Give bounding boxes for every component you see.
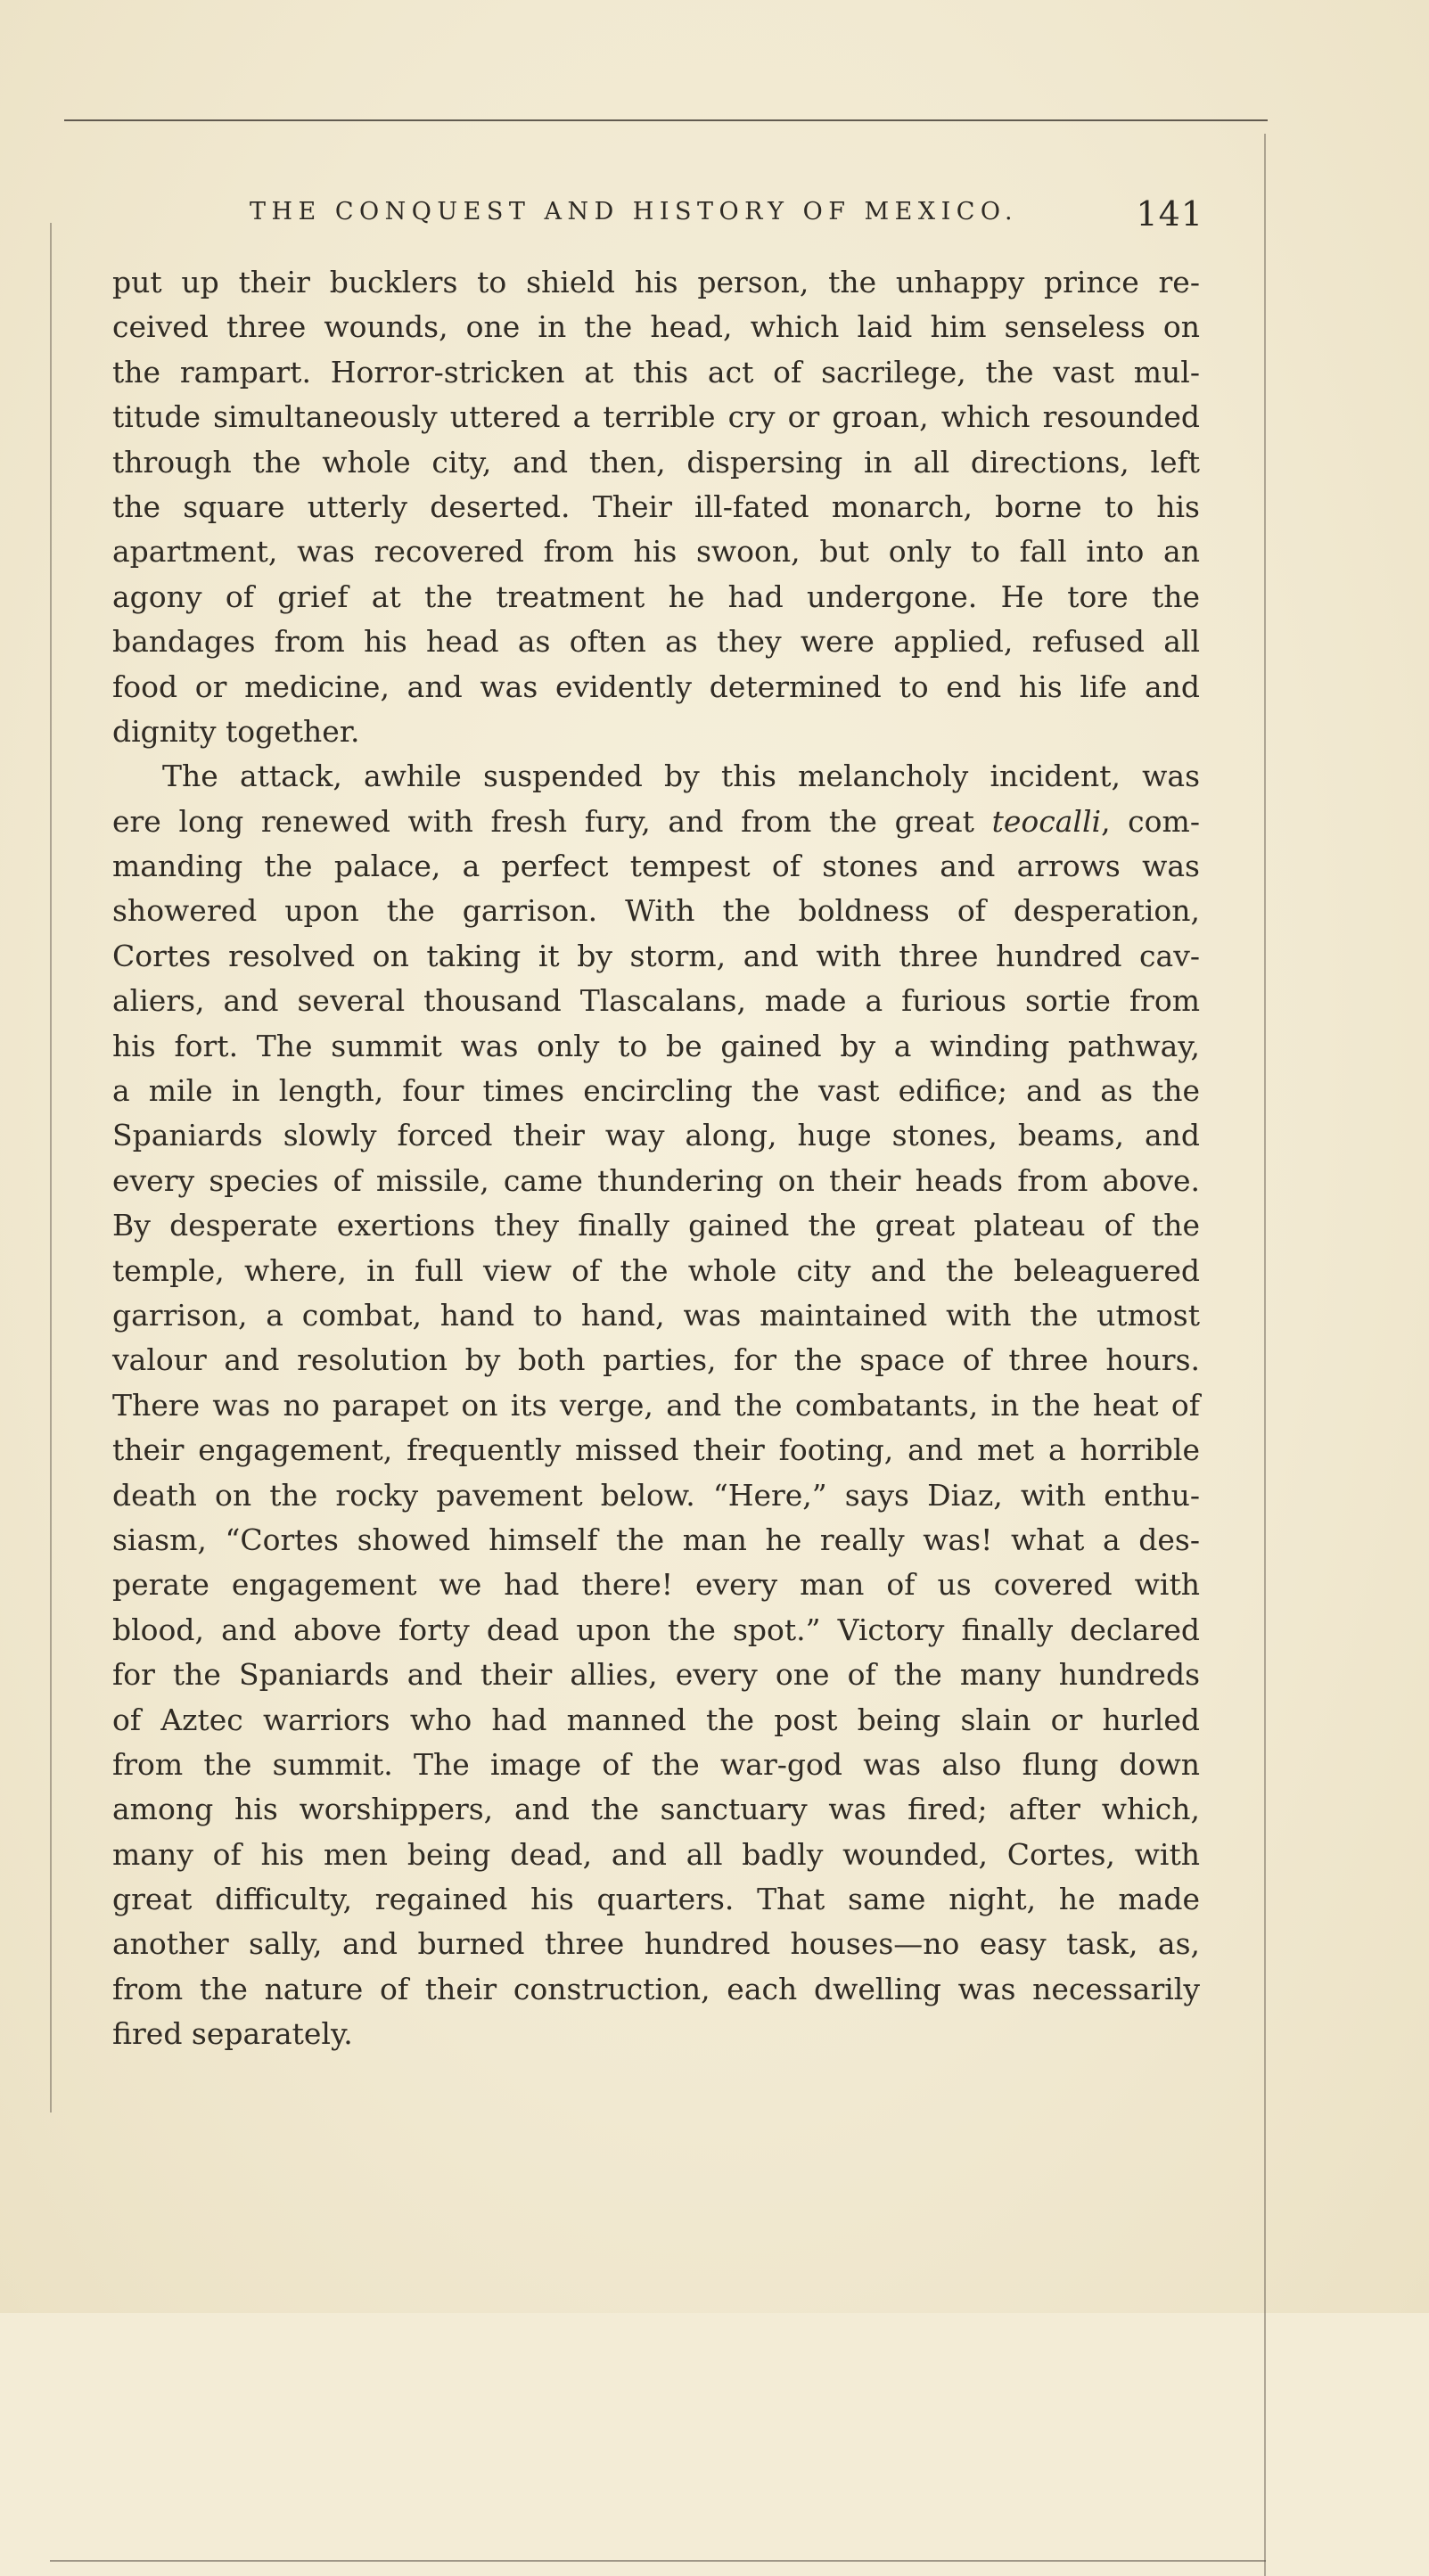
text-line: siasm, “Cortes showed himself the man he really was! what a des- (112, 1522, 1200, 1557)
text-line: agony of grief at the treatment he had undergone. He tore the (112, 578, 1200, 614)
text-line: great difficulty, regained his quarters. That same night, he made (112, 1882, 1200, 1917)
text-line-with-italic (112, 800, 1200, 844)
body-text (112, 260, 1200, 2057)
text-line: every species of missile, came thundering on their heads from above. (112, 1162, 1200, 1198)
text-line: among his worshippers, and the sanctuary was fired; after which, (112, 1792, 1200, 1827)
text-line: titude simultaneously uttered a terrible cry or groan, which resounded (112, 399, 1200, 435)
left-border-rule (50, 223, 52, 2112)
text-line: food or medicine, and was evidently determined to end his life and (112, 669, 1200, 704)
top-border-rule (64, 119, 1268, 121)
page-header (250, 194, 1203, 248)
text-line: apartment, was recovered from his swoon, but only to fall into an (112, 534, 1200, 570)
text-line: There was no parapet on its verge, and the combatants, in the heat of (112, 1387, 1200, 1423)
text-line: Cortes resolved on taking it by storm, and with three hundred cav- (112, 938, 1200, 973)
text-line: death on the rocky pavement below. “Here,” says Diaz, with enthu- (112, 1477, 1200, 1513)
text-line: from the summit. The image of the war-god was also flung down (112, 1746, 1200, 1782)
text-line: a mile in length, four times encircling the vast edifice; and as the (112, 1073, 1200, 1109)
text-segment: , com- (1101, 803, 1200, 839)
text-line: from the nature of their construction, each dwelling was necessarily (112, 1971, 1200, 2006)
text-line: temple, where, in full view of the whole city and the beleaguered (112, 1252, 1200, 1288)
bottom-border-rule (50, 2560, 1266, 2562)
text-line: garrison, a combat, hand to hand, was maintained with the utmost (112, 1297, 1200, 1333)
text-line: the rampart. Horror-stricken at this act of sacrilege, the vast mul- (112, 354, 1200, 390)
text-line: his fort. The summit was only to be gained by a winding pathway, (112, 1028, 1200, 1063)
text-line: aliers, and several thousand Tlascalans, made a furious sortie from (112, 983, 1200, 1019)
text-line: By desperate exertions they finally gained the great plateau of the (112, 1208, 1200, 1243)
text-line: bandages from his head as often as they were applied, refused all (112, 624, 1200, 660)
text-line: fired separately. (112, 2016, 353, 2052)
text-line: their engagement, frequently missed their footing, and met a horrible (112, 1432, 1200, 1468)
text-line: another sally, and burned three hundred houses—no easy task, as, (112, 1926, 1200, 1962)
text-line: for the Spaniards and their allies, every one of the many hundreds (112, 1657, 1200, 1693)
running-head: THE CONQUEST AND HISTORY OF MEXICO. (250, 198, 1019, 226)
text-line: many of his men being dead, and all badly wounded, Cortes, with (112, 1836, 1200, 1872)
right-border-rule (1264, 134, 1266, 2576)
text-line: The attack, awhile suspended by this melancholy incident, was (162, 759, 1200, 794)
text-line: ceived three wounds, one in the head, which laid him senseless on (112, 309, 1200, 345)
text-line: showered upon the garrison. With the boldness of desperation, (112, 893, 1200, 929)
text-line: blood, and above forty dead upon the spot.” Victory finally declared (112, 1612, 1200, 1647)
text-line: the square utterly deserted. Their ill-fated monarch, borne to his (112, 488, 1200, 524)
italic-term: teocalli (991, 803, 1102, 839)
text-segment: ere long renewed with fresh fury, and from the great (112, 803, 992, 839)
text-line: manding the palace, a perfect tempest of stones and arrows was (112, 849, 1200, 884)
page-number: 141 (1136, 194, 1203, 234)
text-line: dignity together. (112, 713, 360, 749)
text-line: Spaniards slowly forced their way along, huge stones, beams, and (112, 1118, 1200, 1153)
text-line: perate engagement we had there! every man of us covered with (112, 1567, 1200, 1603)
text-line: through the whole city, and then, dispersing in all directions, left (112, 444, 1200, 480)
text-line: of Aztec warriors who had manned the post being slain or hurled (112, 1702, 1200, 1737)
text-line: put up their bucklers to shield his person, the unhappy prince re- (112, 265, 1200, 299)
text-line: valour and resolution by both parties, for the space of three hours. (112, 1342, 1200, 1378)
